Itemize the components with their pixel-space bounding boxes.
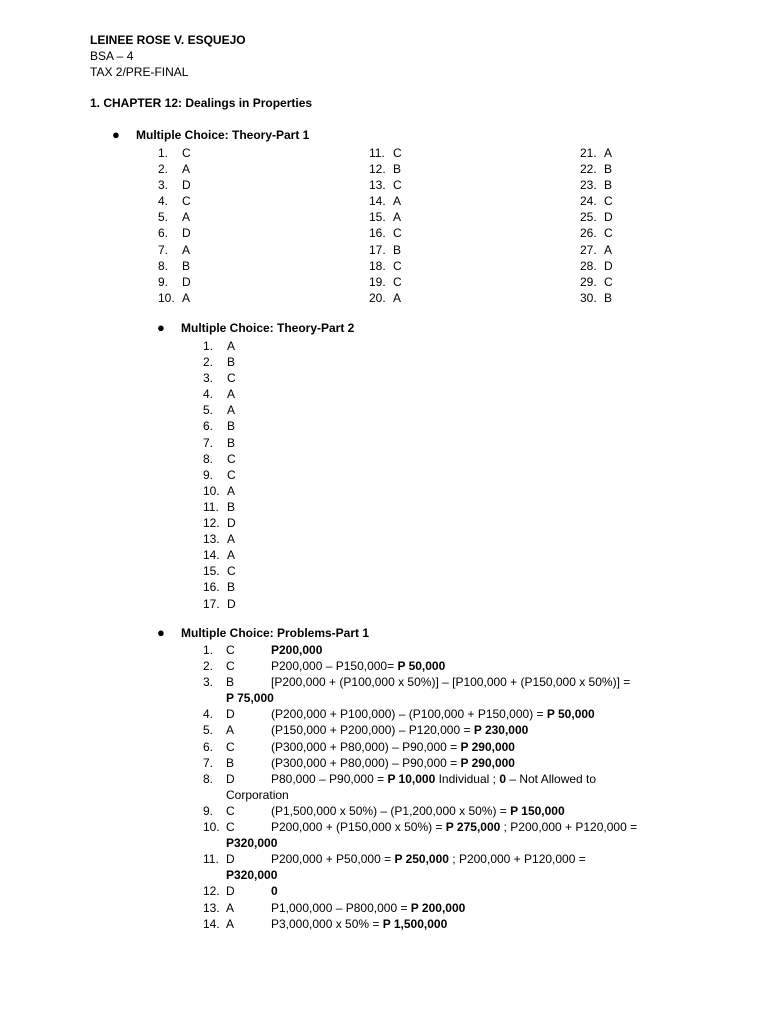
item-number: 6. [158,226,169,241]
answer-item [158,242,191,258]
item-answer: B [226,755,235,770]
item-answer: A [393,290,402,305]
item-number: 5. [203,403,214,418]
theory-part2-heading [157,320,355,335]
item-number: 14. [203,916,220,931]
solution-segment: ; P200,000 + P120,000 = [448,852,586,867]
bullet-icon: ● [157,320,165,335]
item-answer: C [226,643,235,657]
problem-item [203,900,743,916]
solution-segment: (P200,000 + P100,000) – (P100,000 + P150,000) = [271,707,547,722]
problem-item [203,916,743,932]
bullet-icon: ● [112,127,120,142]
answer-item [203,386,236,402]
item-answer: B [393,162,402,177]
solution-segment: P 290,000 [460,755,515,770]
item-answer: D [182,178,191,193]
item-answer: C [604,194,613,209]
item-answer: C [182,146,191,160]
item-solution [203,658,743,674]
student-name: LEINEE ROSE V. ESQUEJO [90,33,246,47]
item-answer: C [393,226,402,241]
item-number: 3. [203,675,214,690]
problem-item [203,706,743,722]
answer-item [203,547,236,563]
answer-item [369,177,402,193]
item-solution [203,803,743,819]
problem-item [203,739,743,755]
item-number: 6. [203,419,214,434]
problems-part1-heading [157,625,370,640]
item-answer: A [393,210,402,225]
item-number: 12. [203,516,220,531]
item-number: 8. [158,258,169,273]
item-answer: B [227,355,236,370]
item-answer: D [604,210,613,225]
item-solution-continued [226,867,743,883]
item-answer: A [227,403,236,418]
item-solution [203,819,743,835]
solution-segment: – Not Allowed to [506,771,597,786]
problem-item [203,771,743,803]
answer-item [580,193,613,209]
answer-item [158,209,191,225]
answer-item [580,258,613,274]
item-number: 9. [158,274,169,289]
item-number: 22. [580,162,597,177]
item-number: 1. [158,146,169,160]
answer-item [369,290,402,306]
item-number: 3. [158,178,169,193]
item-number: 8. [203,451,214,466]
answer-item [203,499,236,515]
item-number: 25. [580,210,597,225]
item-number: 16. [203,580,220,595]
item-solution [203,851,743,867]
answer-item [158,274,191,290]
item-number: 4. [158,194,169,209]
item-number: 8. [203,771,214,786]
item-number: 7. [203,435,214,450]
item-answer: D [226,771,235,786]
item-answer: B [227,435,236,450]
item-answer: C [227,371,236,386]
item-number: 7. [158,242,169,257]
answer-item [203,531,236,547]
item-answer: B [604,290,613,305]
answer-item [369,209,402,225]
item-answer: A [227,532,236,547]
item-number: 11. [203,852,219,867]
item-answer: B [226,675,235,690]
item-number: 14. [369,194,386,209]
theory-part1-heading [112,127,310,142]
item-answer: A [226,916,235,931]
item-answer: A [604,242,613,257]
solution-segment: (P300,000 + P80,000) – P90,000 = [271,755,461,770]
item-solution [203,722,743,738]
answer-item [580,161,613,177]
item-number: 28. [580,258,597,273]
solution-segment: P320,000 [226,868,278,883]
item-answer: D [227,516,236,531]
item-answer: B [604,162,613,177]
answer-item [580,209,613,225]
item-answer: B [227,499,236,514]
item-answer: C [226,659,235,674]
answer-item [580,225,613,241]
item-number: 2. [203,659,214,674]
problem-item [203,674,743,706]
answer-item [369,274,402,290]
item-answer: D [226,884,235,899]
subject-label: TAX 2/PRE-FINAL [90,65,189,79]
item-solution [203,883,743,899]
solution-segment: P 1,500,000 [382,916,448,931]
solution-segment: P 10,000 [387,771,436,786]
course-label: BSA – 4 [90,49,134,63]
item-number: 17. [203,596,220,611]
solution-segment: P 50,000 [546,707,595,722]
item-number: 27. [580,242,597,257]
bullet-icon: ● [157,625,165,640]
item-answer: D [227,596,236,611]
item-number: 5. [203,723,214,738]
item-number: 21. [580,146,597,160]
item-solution [203,739,743,755]
item-answer: C [393,258,402,273]
solution-segment: P3,000,000 x 50% = [271,916,383,931]
item-answer: A [227,387,236,402]
item-answer: A [227,483,236,498]
item-solution [203,642,743,658]
solution-segment: 0 [499,771,506,786]
theory-part1-column-3 [580,145,613,306]
item-number: 24. [580,194,597,209]
solution-segment: 0 [271,884,278,899]
item-answer: A [393,194,402,209]
solution-segment: P200,000 [271,643,323,657]
item-number: 3. [203,371,214,386]
item-answer: D [604,258,613,273]
answer-item [580,145,613,161]
answer-item [369,161,402,177]
answer-item [203,418,236,434]
item-number: 15. [203,564,220,579]
item-number: 14. [203,548,220,563]
problems-part1-list [203,642,743,932]
item-answer: D [182,274,191,289]
item-answer: C [393,146,402,160]
solution-segment: Individual ; [435,771,500,786]
theory-part1-title: Multiple Choice: Theory-Part 1 [136,128,310,142]
item-answer: A [182,290,191,305]
answer-item [369,242,402,258]
item-answer: A [182,242,191,257]
item-number: 11. [203,499,219,514]
item-solution [203,771,743,787]
answer-item [580,290,613,306]
item-number: 17. [369,242,386,257]
item-answer: B [393,242,402,257]
problem-item [203,883,743,899]
solution-segment: P 150,000 [510,803,565,818]
item-number: 10. [203,483,220,498]
item-number: 13. [203,900,220,915]
problem-item [203,658,743,674]
item-answer: C [227,467,236,482]
answer-item [158,290,191,306]
item-number: 5. [158,210,169,225]
answer-item [158,193,191,209]
item-number: 7. [203,755,214,770]
item-number: 16. [369,226,386,241]
item-answer: A [226,723,235,738]
answer-item [203,563,236,579]
item-answer: B [227,419,236,434]
solution-segment: P200,000 + (P150,000 x 50%) = [271,820,446,835]
item-number: 11. [369,146,385,160]
item-answer: C [393,274,402,289]
answer-item [203,338,236,354]
problem-item [203,851,743,883]
item-answer: B [227,580,236,595]
item-answer: D [226,852,235,867]
solution-segment: ; P200,000 + P120,000 = [500,820,638,835]
answer-item [580,274,613,290]
item-number: 19. [369,274,386,289]
answer-item [203,596,236,612]
answer-item [203,435,236,451]
item-number: 1. [203,339,214,353]
solution-segment: (P300,000 + P80,000) – P90,000 = [271,739,461,754]
item-answer: A [227,339,236,353]
item-answer: D [226,707,235,722]
item-solution [203,916,743,932]
item-number: 10. [158,290,175,305]
answer-item [158,258,191,274]
item-solution-continued [226,835,743,851]
item-number: 30. [580,290,597,305]
solution-segment: P200,000 + P50,000 = [271,852,395,867]
item-number: 26. [580,226,597,241]
solution-segment: P80,000 – P90,000 = [271,771,388,786]
solution-segment: P 200,000 [410,900,466,915]
answer-item [580,242,613,258]
answer-item [580,177,613,193]
item-answer: C [393,178,402,193]
answer-item [158,161,191,177]
chapter-heading: 1. CHAPTER 12: Dealings in Properties [90,96,313,110]
solution-segment: [P200,000 + (P100,000 x 50%)] – [P100,000 + (P150,000 x 50%)] = [271,675,631,690]
item-answer: D [182,226,191,241]
item-solution [203,706,743,722]
item-answer: C [227,564,236,579]
item-number: 13. [203,532,220,547]
item-number: 20. [369,290,386,305]
item-solution-continued [226,690,743,706]
item-number: 13. [369,178,386,193]
item-number: 29. [580,274,597,289]
answer-item [203,354,236,370]
item-number: 9. [203,467,214,482]
theory-part1-column-2 [369,145,402,306]
answer-item [203,451,236,467]
solution-segment: P 50,000 [397,659,446,674]
answer-item [203,370,236,386]
solution-segment: P200,000 – P150,000= [271,659,398,674]
item-number: 12. [369,162,386,177]
item-number: 12. [203,884,220,899]
item-answer: A [227,548,236,563]
item-answer: A [182,210,191,225]
item-number: 23. [580,178,597,193]
item-number: 4. [203,707,214,722]
solution-segment: P 230,000 [473,723,529,738]
answer-item [203,467,236,483]
answer-item [158,177,191,193]
answer-item [369,258,402,274]
item-answer: A [226,900,235,915]
problem-item [203,819,743,851]
item-answer: C [227,451,236,466]
item-answer: A [182,162,191,177]
item-answer: C [226,739,235,754]
problem-item [203,722,743,738]
answer-item [369,225,402,241]
item-answer: B [604,178,613,193]
answer-item [203,483,236,499]
answer-item [158,225,191,241]
theory-part2-list [203,338,236,612]
item-number: 10. [203,820,220,835]
item-number: 2. [158,162,169,177]
problem-item [203,755,743,771]
answer-item [203,402,236,418]
item-answer: C [604,274,613,289]
item-number: 1. [203,643,214,657]
solution-segment: P 290,000 [460,739,515,754]
solution-segment: (P150,000 + P200,000) – P120,000 = [271,723,474,738]
solution-segment: P 75,000 [226,691,274,706]
problem-item [203,803,743,819]
item-solution [203,674,743,690]
theory-part1-column-1 [158,145,191,306]
item-answer: B [182,258,191,273]
item-answer: C [226,803,235,818]
solution-segment: (P1,500,000 x 50%) – (P1,200,000 x 50%) = [271,803,511,818]
item-answer: C [604,226,613,241]
solution-segment: P1,000,000 – P800,000 = [271,900,411,915]
item-number: 6. [203,739,214,754]
item-number: 4. [203,387,214,402]
item-answer: C [182,194,191,209]
item-solution [203,900,743,916]
answer-item [369,145,402,161]
answer-item [203,515,236,531]
theory-part2-title: Multiple Choice: Theory-Part 2 [181,321,355,335]
item-number: 9. [203,803,214,818]
item-solution-continued [226,787,743,803]
answer-item [203,579,236,595]
problem-item [203,642,743,658]
item-answer: A [604,146,613,160]
item-number: 15. [369,210,386,225]
item-answer: C [226,820,235,835]
answer-item [369,193,402,209]
answer-item [158,145,191,161]
solution-segment: Corporation [226,787,289,802]
item-number: 2. [203,355,214,370]
item-solution [203,755,743,771]
solution-segment: P320,000 [226,836,278,851]
solution-segment: P 250,000 [394,852,449,867]
problems-part1-title: Multiple Choice: Problems-Part 1 [181,626,370,640]
solution-segment: P 275,000 [445,820,501,835]
item-number: 18. [369,258,386,273]
